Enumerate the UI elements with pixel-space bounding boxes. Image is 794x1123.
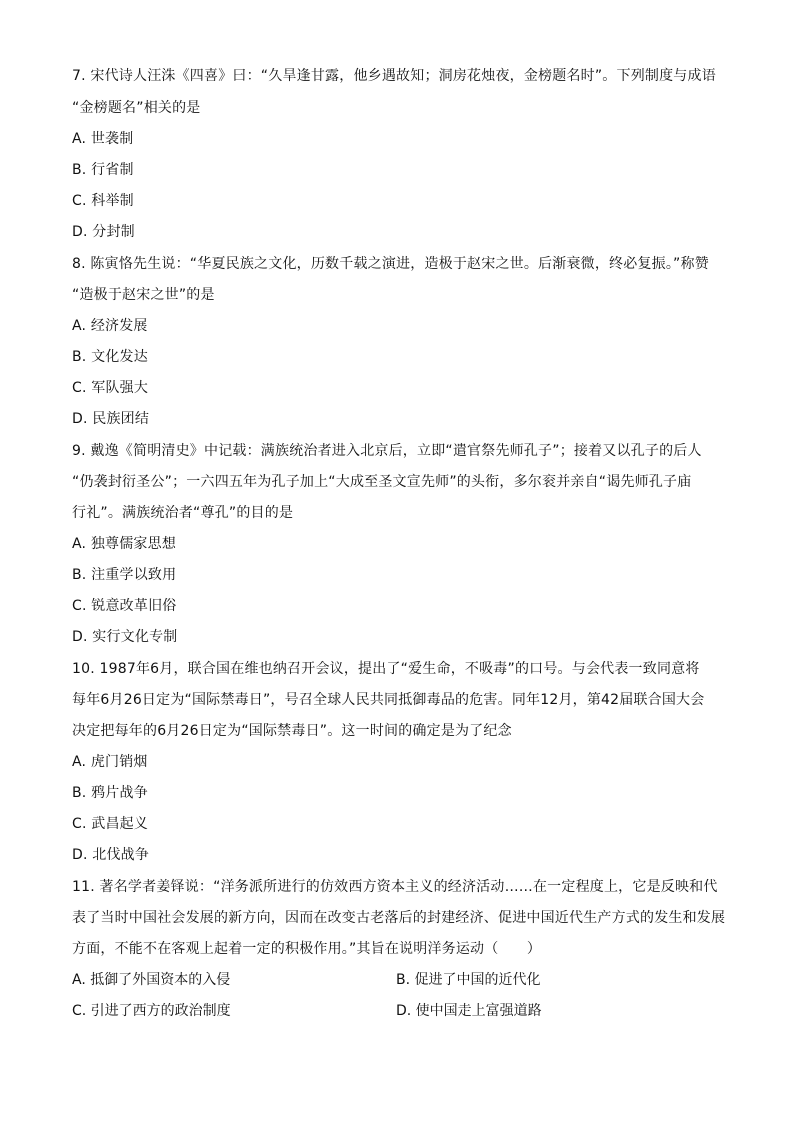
- q11-option-a: A. 抵御了外国资本的入侵: [72, 972, 231, 988]
- q9-option-c: C. 锐意改革旧俗: [72, 598, 177, 614]
- q11-stem-line-3: 方面，不能不在客观上起着一定的积极作用。”其旨在说明洋务运动（ ）: [72, 941, 542, 957]
- q8-option-d: D. 民族团结: [72, 411, 150, 427]
- q11-option-b: B. 促进了中国的近代化: [396, 972, 541, 988]
- q9-option-a: A. 独尊儒家思想: [72, 536, 177, 552]
- q11-stem-line-1: 11. 著名学者姜铎说：“洋务派所进行的仿效西方资本主义的经济活动……在一定程度上，它是反映和代: [72, 879, 718, 895]
- q10-option-c: C. 武昌起义: [72, 816, 149, 832]
- q7-option-c: C. 科举制: [72, 193, 134, 209]
- q10-option-b: B. 鸦片战争: [72, 785, 148, 801]
- q10-stem-line-3: 决定把每年的6月26日定为“国际禁毒日”。这一时间的确定是为了纪念: [72, 723, 512, 739]
- q11-option-c: C. 引进了西方的政治制度: [72, 1003, 231, 1019]
- q8-stem-line-1: 8. 陈寅恪先生说：“华夏民族之文化，历数千载之演进，造极于赵宋之世。后渐衰微，终必复振。”称赞: [72, 256, 709, 272]
- q9-stem-line-3: 行礼”。满族统治者“尊孔”的目的是: [72, 505, 294, 521]
- q10-stem-line-2: 每年6月26日定为“国际禁毒日”，号召全球人民共同抵御毒品的危害。同年12月，第42届联合国大会: [72, 692, 705, 708]
- q7-option-a: A. 世袭制: [72, 131, 134, 147]
- q7-option-b: B. 行省制: [72, 162, 134, 178]
- q9-option-d: D. 实行文化专制: [72, 629, 178, 645]
- q7-stem-line-1: 7. 宋代诗人汪洙《四喜》曰：“久旱逢甘露，他乡遇故知；洞房花烛夜，金榜题名时”。下列制度与成语: [72, 68, 716, 84]
- q10-stem-line-1: 10. 1987年6月，联合国在维也纳召开会议，提出了“爱生命，不吸毒”的口号。与会代表一致同意将: [72, 661, 700, 677]
- q9-stem-line-1: 9. 戴逸《简明清史》中记载：满族统治者进入北京后，立即“遣官祭先师孔子”；接着又以孔子的后人: [72, 443, 702, 459]
- q11-option-d: D. 使中国走上富强道路: [396, 1003, 542, 1019]
- q10-option-d: D. 北伐战争: [72, 847, 150, 863]
- q7-stem-line-2: “金榜题名”相关的是: [72, 100, 201, 116]
- q8-stem-line-2: “造极于赵宋之世”的是: [72, 287, 215, 303]
- q8-option-c: C. 军队强大: [72, 380, 149, 396]
- q9-option-b: B. 注重学以致用: [72, 567, 177, 583]
- q8-option-a: A. 经济发展: [72, 318, 148, 334]
- q9-stem-line-2: “仍袭封衍圣公”；一六四五年为孔子加上“大成至圣文宣先师”的头衔，多尔衮并亲自“谒先师孔子庙: [72, 474, 692, 490]
- q11-stem-line-2: 表了当时中国社会发展的新方向，因而在改变古老落后的封建经济、促进中国近代生产方式的发生和发展: [72, 910, 726, 926]
- q7-option-d: D. 分封制: [72, 224, 135, 240]
- q8-option-b: B. 文化发达: [72, 349, 148, 365]
- q10-option-a: A. 虎门销烟: [72, 754, 148, 770]
